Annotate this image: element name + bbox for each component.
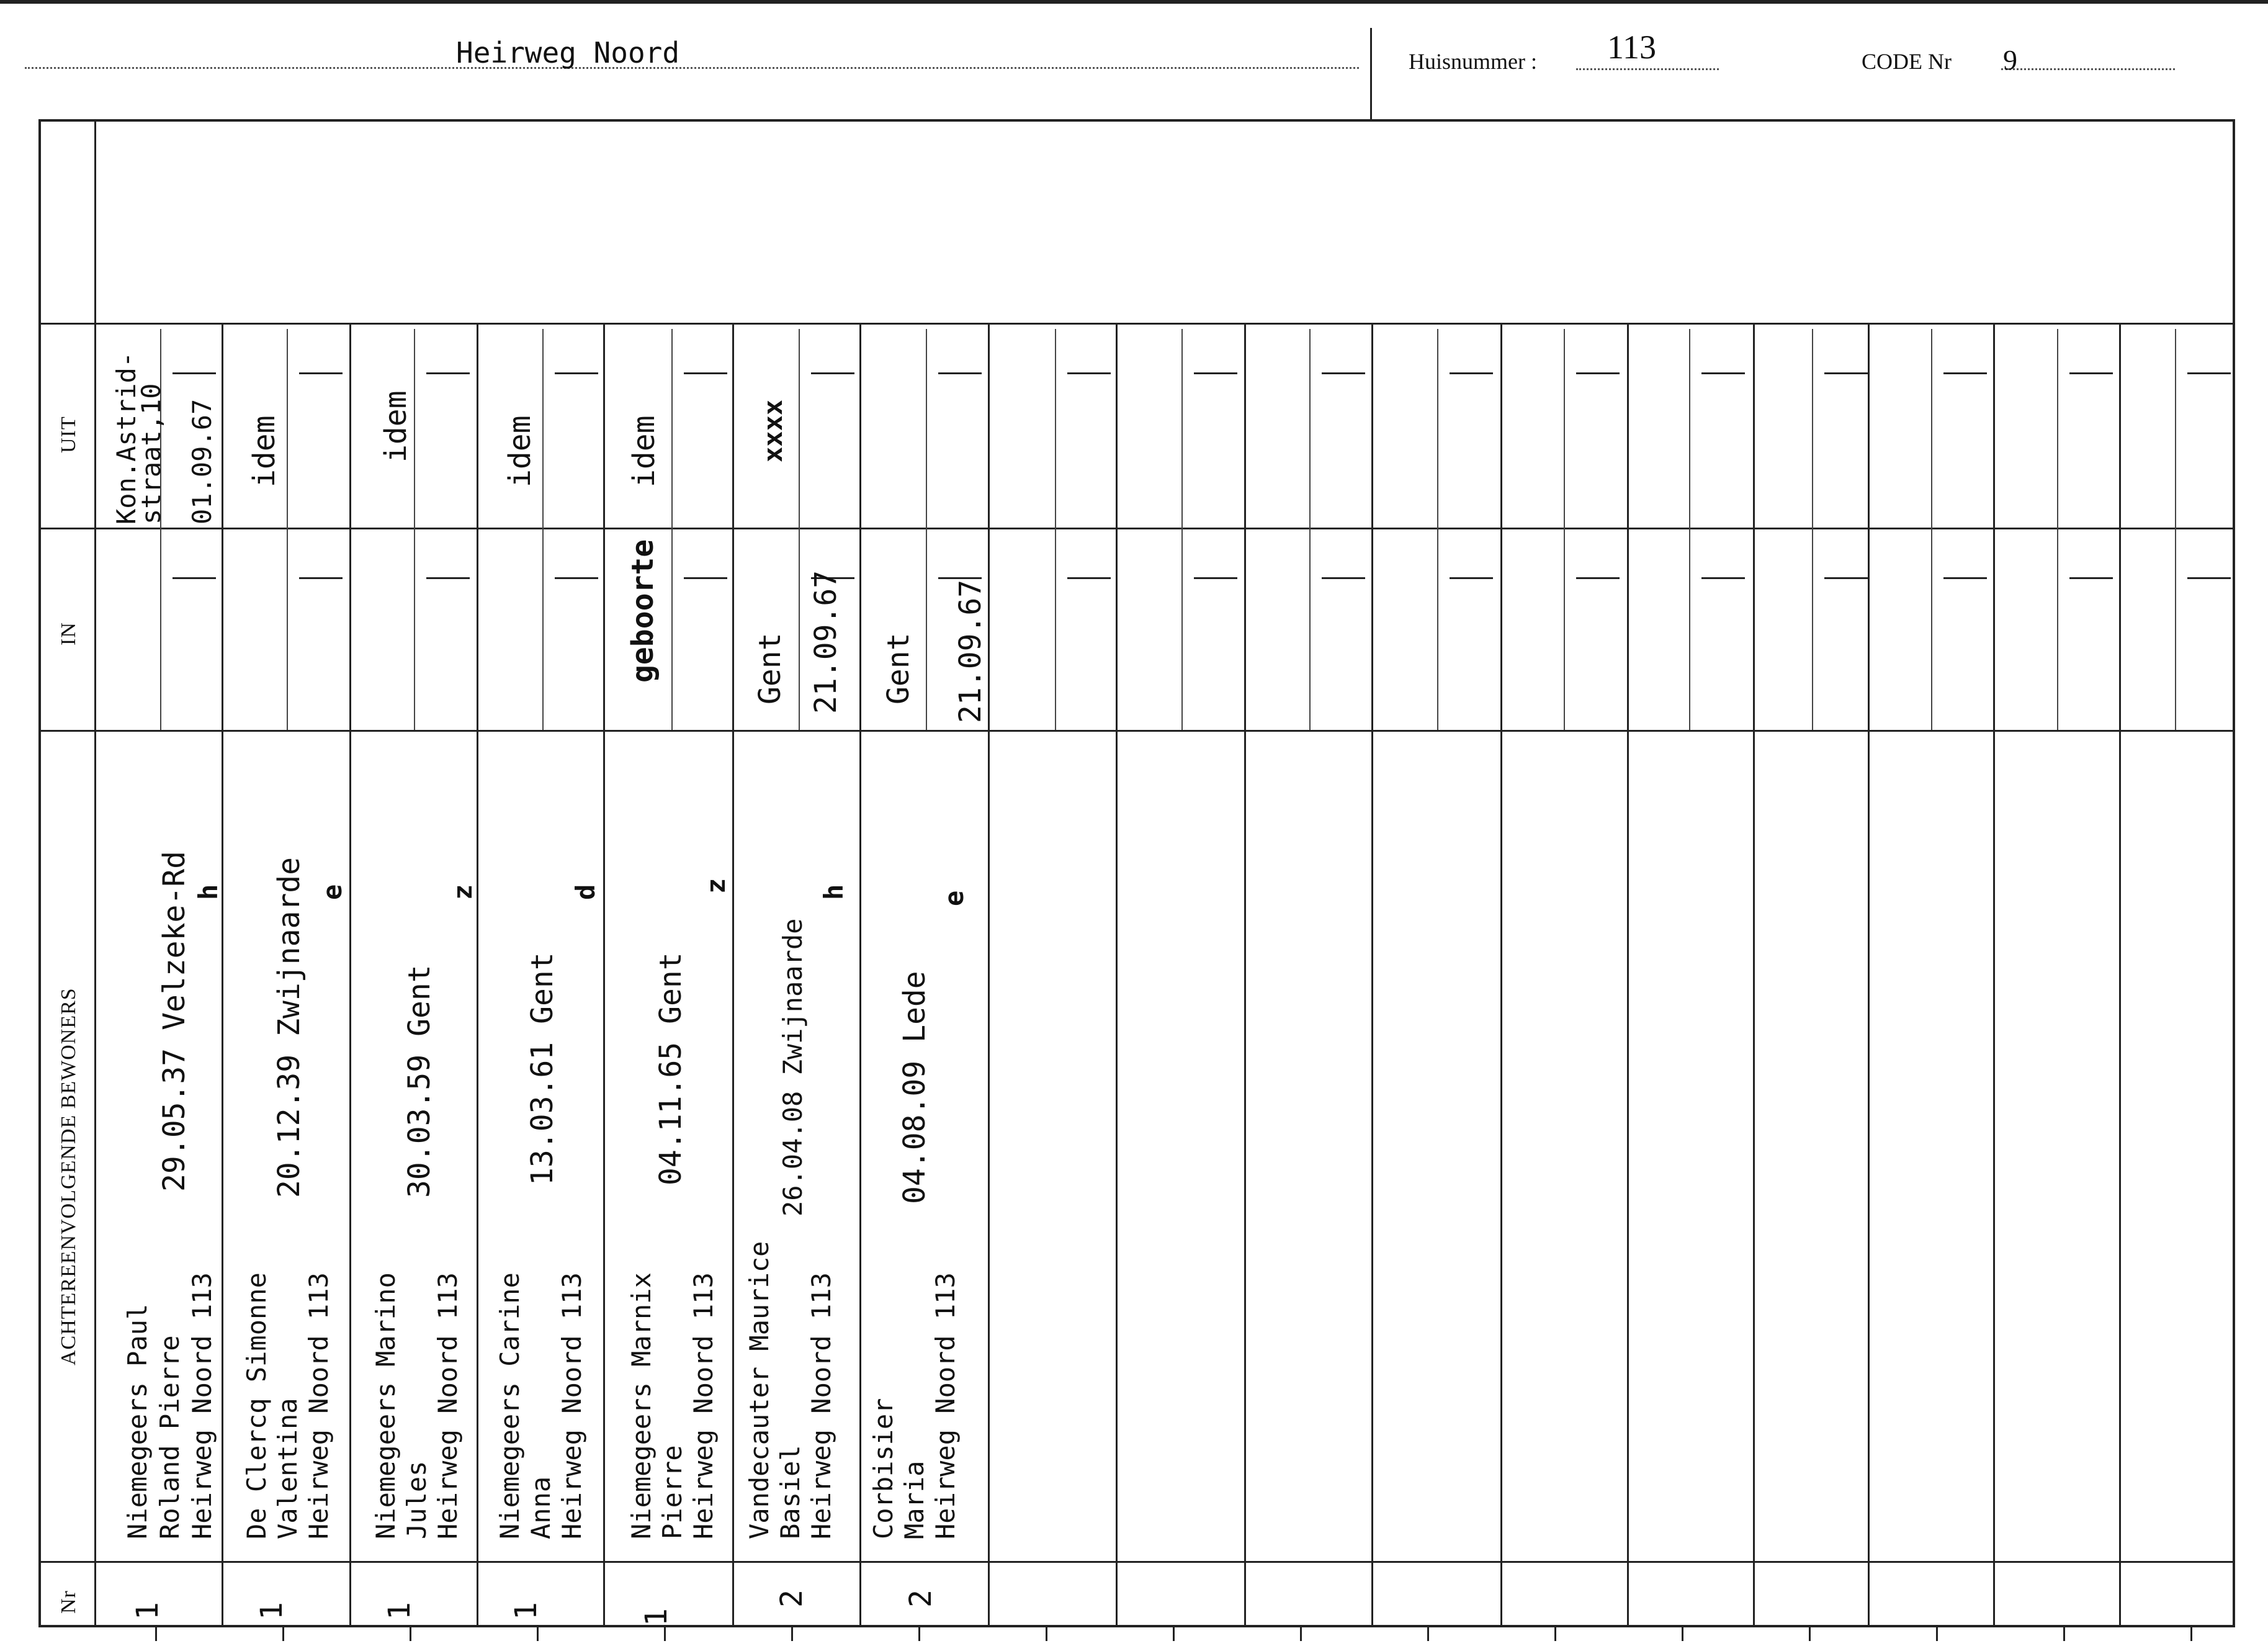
- dash-mark: [426, 372, 470, 374]
- bottom-tick: [1936, 1627, 1938, 1641]
- street-name: Heirweg Noord: [456, 36, 680, 70]
- column-line-minor: [287, 329, 288, 730]
- resident-uit-place-1: idem: [247, 415, 282, 487]
- dash-mark: [1701, 577, 1745, 579]
- bottom-tick: [410, 1627, 411, 1641]
- dash-mark: [1194, 577, 1237, 579]
- column-line-major: [859, 323, 861, 1627]
- column-line-minor: [2057, 329, 2058, 730]
- column-line-minor: [2175, 329, 2176, 730]
- uit-top-line: [38, 323, 2235, 325]
- resident-in-place-6: Gent: [881, 632, 916, 704]
- resident-address-4: Heirweg Noord 113: [688, 1272, 719, 1539]
- resident-name-2: Niemegeers Marino: [370, 1272, 401, 1539]
- table-frame: [38, 119, 2235, 1627]
- resident-relation-2: z: [447, 884, 478, 900]
- column-line-minor: [926, 329, 927, 730]
- resident-birth-2: 30.03.59 Gent: [402, 965, 437, 1198]
- resident-first-1: Valentina: [272, 1398, 303, 1539]
- dash-mark: [1322, 577, 1365, 579]
- dash-mark: [1067, 372, 1111, 374]
- column-line-major: [1244, 323, 1246, 1627]
- dash-mark: [1576, 372, 1620, 374]
- column-line-minor: [1564, 329, 1565, 730]
- column-line-major: [1993, 323, 1995, 1627]
- dash-mark: [173, 577, 216, 579]
- dash-mark: [684, 372, 727, 374]
- resident-nr-5: 2: [774, 1590, 809, 1608]
- dash-mark: [2069, 372, 2113, 374]
- dash-mark: [1450, 577, 1493, 579]
- resident-first-6: Maria: [899, 1460, 930, 1539]
- resident-first-0: Roland Pierre: [155, 1335, 185, 1539]
- dash-mark: [1576, 577, 1620, 579]
- resident-uit-place-2: idem: [379, 390, 413, 462]
- resident-address-2: Heirweg Noord 113: [433, 1272, 463, 1539]
- resident-relation-3: d: [570, 884, 601, 900]
- column-line-minor: [671, 329, 673, 730]
- resident-name-3: Niemegeers Carine: [495, 1272, 525, 1539]
- header-divider: [1370, 28, 1372, 121]
- bottom-tick: [1427, 1627, 1429, 1641]
- dash-mark: [1701, 372, 1745, 374]
- resident-first-5: Basiel: [775, 1445, 805, 1539]
- dash-mark: [555, 372, 598, 374]
- huisnummer-value: 113: [1607, 29, 1656, 66]
- column-line-minor: [1689, 329, 1690, 730]
- huisnummer-label: Huisnummer :: [1409, 49, 1537, 74]
- resident-in-place-4: geboorte: [625, 539, 660, 683]
- resident-uit-place2-0: straat,10: [136, 383, 166, 524]
- section-uit-label: UIT: [57, 416, 80, 453]
- column-line-minor: [1309, 329, 1311, 730]
- bottom-tick: [1046, 1627, 1047, 1641]
- dash-mark: [2069, 577, 2113, 579]
- resident-birth-6: 04.08.09 Lede: [897, 971, 932, 1204]
- column-line-major: [732, 323, 734, 1627]
- resident-first-2: Jules: [401, 1460, 432, 1539]
- bottom-tick: [1173, 1627, 1175, 1641]
- huisnummer-dotline: [1576, 68, 1719, 70]
- resident-birth-4: 04.11.65 Gent: [653, 952, 688, 1185]
- column-line-major: [1116, 323, 1118, 1627]
- bottom-tick: [1682, 1627, 1683, 1641]
- column-line-minor: [1812, 329, 1813, 730]
- resident-name-5: Vandecauter Maurice: [744, 1241, 774, 1539]
- column-line-minor: [1931, 329, 1932, 730]
- bottom-tick: [1554, 1627, 1556, 1641]
- dash-mark: [811, 372, 854, 374]
- resident-nr-1: 1: [254, 1602, 289, 1620]
- dash-mark: [938, 372, 982, 374]
- column-line-minor: [1181, 329, 1183, 730]
- resident-in-date-5: 21.09.67: [809, 570, 843, 714]
- column-line-minor: [542, 329, 544, 730]
- column-line-major: [349, 323, 351, 1627]
- resident-nr-3: 1: [509, 1602, 544, 1620]
- column-line-major: [1753, 323, 1755, 1627]
- dash-mark: [173, 372, 216, 374]
- dash-mark: [555, 577, 598, 579]
- dash-mark: [1067, 577, 1111, 579]
- top-edge: [0, 0, 2268, 4]
- bottom-tick: [282, 1627, 284, 1641]
- dash-mark: [1824, 372, 1868, 374]
- code-label: CODE Nr: [1862, 49, 1952, 74]
- column-line-major: [477, 323, 478, 1627]
- dash-mark: [938, 577, 982, 579]
- resident-nr-0: 1: [130, 1602, 165, 1620]
- dash-mark: [1824, 577, 1868, 579]
- column-line-minor: [1437, 329, 1438, 730]
- resident-relation-1: e: [317, 884, 347, 900]
- column-line-major: [1868, 323, 1870, 1627]
- column-line-major: [603, 323, 605, 1627]
- resident-address-6: Heirweg Noord 113: [930, 1272, 961, 1539]
- nr-top-line: [38, 1561, 2235, 1563]
- code-dotline: [2001, 68, 2175, 70]
- resident-address-1: Heirweg Noord 113: [303, 1272, 334, 1539]
- resident-relation-5: h: [818, 884, 849, 900]
- column-line-major: [1500, 323, 1502, 1627]
- resident-first-4: Pierre: [657, 1445, 688, 1539]
- column-line-minor: [1055, 329, 1056, 730]
- bottom-tick: [2190, 1627, 2192, 1641]
- column-line-major: [1627, 323, 1629, 1627]
- column-line-major: [222, 323, 223, 1627]
- resident-relation-6: e: [939, 890, 969, 906]
- bottom-tick: [791, 1627, 793, 1641]
- resident-nr-2: 1: [382, 1602, 417, 1620]
- dash-mark: [299, 372, 343, 374]
- street-dotline: [25, 67, 1359, 69]
- dash-mark: [1943, 577, 1987, 579]
- dash-mark: [299, 577, 343, 579]
- bewoners-top-line: [38, 730, 2235, 732]
- bottom-tick: [918, 1627, 920, 1641]
- column-line-major: [1371, 323, 1373, 1627]
- dash-mark: [1450, 372, 1493, 374]
- dash-mark: [1322, 372, 1365, 374]
- resident-name-4: Niemegeers Marnix: [626, 1272, 657, 1539]
- resident-relation-4: z: [701, 878, 731, 894]
- bottom-tick: [1300, 1627, 1302, 1641]
- resident-uit-place-0: Kon.Astrid-: [111, 351, 141, 524]
- resident-first-3: Anna: [526, 1476, 556, 1539]
- in-top-line: [38, 528, 2235, 529]
- dash-mark: [684, 577, 727, 579]
- resident-address-5: Heirweg Noord 113: [806, 1272, 836, 1539]
- resident-uit-date-0: 01.09.67: [187, 398, 217, 524]
- section-in-label: IN: [57, 622, 80, 645]
- resident-nr-6: 2: [903, 1590, 938, 1608]
- dash-mark: [2187, 577, 2231, 579]
- column-line-major: [988, 323, 990, 1627]
- dash-mark: [426, 577, 470, 579]
- column-line-major: [2119, 323, 2121, 1627]
- resident-name-6: Corbisier: [868, 1398, 899, 1539]
- code-value: 9: [2003, 44, 2017, 76]
- section-bewoners-label: ACHTEREENVOLGENDE BEWONERS: [57, 987, 80, 1365]
- label-column-divider: [94, 119, 96, 1627]
- resident-name-1: De Clercq Simonne: [241, 1272, 272, 1539]
- resident-nr-4: 1: [639, 1608, 674, 1626]
- bottom-tick: [1809, 1627, 1811, 1641]
- resident-address-0: Heirweg Noord 113: [187, 1272, 217, 1539]
- resident-name-0: Niemegeers Paul: [122, 1303, 153, 1539]
- column-line-minor: [799, 329, 800, 730]
- section-nr-label: Nr: [57, 1590, 80, 1614]
- dash-mark: [1943, 372, 1987, 374]
- resident-birth-0: 29.05.37 Velzeke-Rd: [157, 850, 192, 1192]
- bottom-tick: [155, 1627, 157, 1641]
- resident-birth-1: 20.12.39 Zwijnaarde: [272, 857, 307, 1198]
- bottom-tick: [2063, 1627, 2065, 1641]
- resident-uit-place-3: idem: [503, 415, 537, 487]
- resident-uit-place-4: idem: [627, 415, 661, 487]
- resident-address-3: Heirweg Noord 113: [557, 1272, 587, 1539]
- dash-mark: [2187, 372, 2231, 374]
- resident-birth-3: 13.03.61 Gent: [525, 952, 560, 1185]
- resident-uit-place-5: xxxx: [758, 399, 788, 462]
- bottom-tick: [664, 1627, 666, 1641]
- column-line-minor: [414, 329, 415, 730]
- bottom-tick: [537, 1627, 539, 1641]
- resident-relation-0: h: [193, 884, 223, 900]
- resident-birth-5: 26.04.08 Zwijnaarde: [778, 918, 808, 1217]
- resident-in-place-5: Gent: [753, 632, 787, 704]
- dash-mark: [1194, 372, 1237, 374]
- resident-in-date-6: 21.09.67: [953, 579, 988, 723]
